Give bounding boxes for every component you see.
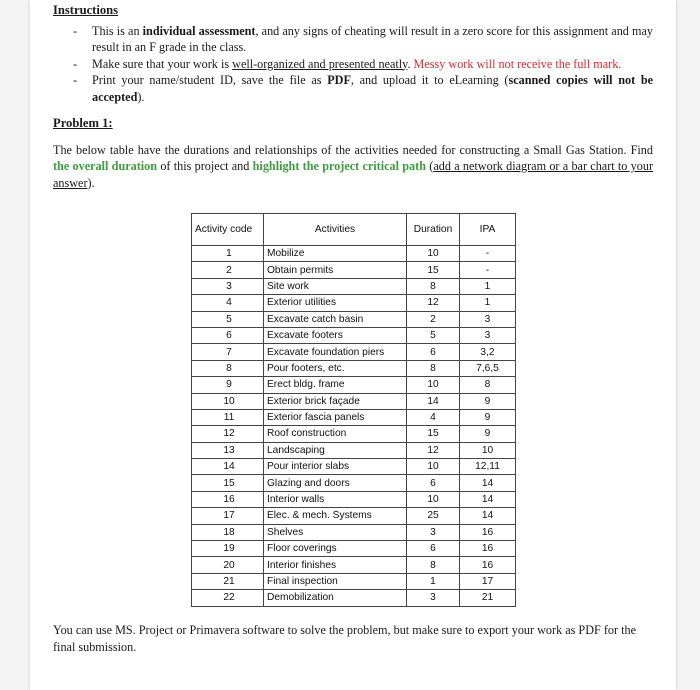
duration-cell: 8	[407, 557, 460, 573]
table-row	[192, 295, 516, 311]
table-row	[192, 377, 516, 393]
text: The below table have the durations and relationships of the activities needed for constructing a Small Gas Station. Find	[53, 142, 653, 157]
activity-code-cell: 14	[192, 459, 264, 475]
duration-cell: 15	[407, 426, 460, 442]
duration-cell: 3	[407, 524, 460, 540]
table-row	[192, 262, 516, 278]
duration-cell: 6	[407, 541, 460, 557]
bold-text: scanned copies will not be accepted	[92, 73, 654, 104]
table-row	[192, 311, 516, 327]
bullet-dash: -	[73, 23, 78, 38]
ipa-cell: 9	[460, 409, 516, 425]
table-row	[192, 557, 516, 573]
ipa-cell: 10	[460, 442, 516, 458]
activity-name-cell: Floor coverings	[264, 541, 407, 557]
duration-cell: 25	[407, 508, 460, 524]
duration-cell: 10	[407, 377, 460, 393]
duration-cell: 8	[407, 278, 460, 294]
document-content	[53, 2, 653, 191]
table-row	[192, 475, 516, 491]
activity-name-cell: Excavate footers	[264, 327, 407, 343]
footer-note: You can use MS. Project or Primavera software to solve the problem, but make sure to export your work as PDF for the final submission.	[53, 623, 636, 654]
text: , and any signs of cheating will result in a zero score for this assignment and may result in an F grade in the class.	[92, 23, 653, 54]
activity-code-cell: 15	[192, 475, 264, 491]
activity-name-cell: Exterior fascia panels	[264, 409, 407, 425]
table-row	[192, 590, 516, 606]
activity-name-cell: Obtain permits	[264, 262, 407, 278]
duration-cell: 10	[407, 491, 460, 507]
duration-cell: 15	[407, 262, 460, 278]
activity-code-cell: 9	[192, 377, 264, 393]
ipa-cell: 12,11	[460, 459, 516, 475]
ipa-cell: -	[460, 246, 516, 262]
table-row	[192, 393, 516, 409]
duration-cell: 2	[407, 311, 460, 327]
table-body	[192, 246, 516, 607]
ipa-cell: 1	[460, 295, 516, 311]
ipa-cell: 14	[460, 491, 516, 507]
table-row	[192, 459, 516, 475]
duration-cell: 5	[407, 327, 460, 343]
activity-name-cell: Excavate foundation piers	[264, 344, 407, 360]
document-page	[30, 0, 676, 690]
activity-code-cell: 7	[192, 344, 264, 360]
red-warning-text: Messy work will not receive the full mark.	[413, 56, 622, 71]
text: , and upload it to eLearning (	[350, 73, 509, 87]
green-highlight-text: the overall duration	[53, 159, 158, 173]
activity-code-cell: 18	[192, 524, 264, 540]
ipa-cell: 16	[460, 524, 516, 540]
instruction-item-1	[53, 23, 653, 56]
activity-name-cell: Erect bldg. frame	[264, 377, 407, 393]
ipa-cell: 8	[460, 377, 516, 393]
instruction-item-3	[53, 72, 653, 105]
activity-code-cell: 5	[192, 311, 264, 327]
table-row	[192, 491, 516, 507]
table-row	[192, 246, 516, 262]
table-row	[192, 524, 516, 540]
activity-name-cell: Demobilization	[264, 590, 407, 606]
text: of this project and	[157, 159, 253, 173]
duration-cell: 6	[407, 344, 460, 360]
activity-code-cell: 2	[192, 262, 264, 278]
ipa-cell: 3,2	[460, 344, 516, 360]
activity-code-cell: 19	[192, 541, 264, 557]
bullet-dash: -	[73, 56, 78, 71]
activity-code-cell: 20	[192, 557, 264, 573]
activity-name-cell: Mobilize	[264, 246, 407, 262]
table-row	[192, 360, 516, 376]
activity-code-cell: 16	[192, 491, 264, 507]
table-row	[192, 278, 516, 294]
activity-code-cell: 4	[192, 295, 264, 311]
underlined-text: well-organized and presented neatly	[232, 56, 408, 71]
activity-code-cell: 3	[192, 278, 264, 294]
ipa-cell: -	[460, 262, 516, 278]
activity-code-cell: 8	[192, 360, 264, 376]
ipa-cell: 3	[460, 327, 516, 343]
duration-cell: 3	[407, 590, 460, 606]
text: ).	[87, 175, 95, 190]
instructions-heading: Instructions	[53, 3, 119, 17]
activity-name-cell: Pour interior slabs	[264, 459, 407, 475]
activity-name-cell: Shelves	[264, 524, 407, 540]
activity-code-cell: 17	[192, 508, 264, 524]
activity-name-cell: Glazing and doors	[264, 475, 407, 491]
activity-code-cell: 10	[192, 393, 264, 409]
underlined-text: add a network diagram or a bar chart to your answer	[53, 159, 654, 190]
table-row	[192, 344, 516, 360]
activity-name-cell: Exterior utilities	[264, 295, 407, 311]
table-row	[192, 409, 516, 425]
table-header-row	[192, 214, 516, 246]
text: Print your name/student ID, save the file as	[92, 73, 328, 87]
duration-cell: 1	[407, 573, 460, 589]
table-row	[192, 508, 516, 524]
activity-name-cell: Site work	[264, 278, 407, 294]
header-ipa: IPA	[460, 214, 516, 246]
instruction-item-2	[53, 56, 653, 73]
duration-cell: 8	[407, 360, 460, 376]
bold-text: PDF	[327, 73, 351, 87]
duration-cell: 12	[407, 442, 460, 458]
header-activity-code: Activity code	[192, 214, 264, 246]
activity-code-cell: 22	[192, 590, 264, 606]
duration-cell: 12	[407, 295, 460, 311]
ipa-cell: 3	[460, 311, 516, 327]
bold-text: individual assessment	[142, 23, 256, 38]
activity-code-cell: 12	[192, 426, 264, 442]
text: ).	[137, 89, 145, 104]
ipa-cell: 1	[460, 278, 516, 294]
table-row	[192, 442, 516, 458]
header-activities: Activities	[264, 214, 407, 246]
text: .	[407, 56, 414, 71]
activity-code-cell: 13	[192, 442, 264, 458]
activity-code-cell: 11	[192, 409, 264, 425]
duration-cell: 6	[407, 475, 460, 491]
table-row	[192, 573, 516, 589]
ipa-cell: 17	[460, 573, 516, 589]
activities-table	[191, 213, 516, 607]
activity-name-cell: Landscaping	[264, 442, 407, 458]
problem-statement	[53, 142, 653, 192]
green-highlight-text: highlight the project critical path	[252, 159, 426, 173]
activity-name-cell: Interior walls	[264, 491, 407, 507]
ipa-cell: 7,6,5	[460, 360, 516, 376]
activity-name-cell: Pour footers, etc.	[264, 360, 407, 376]
activity-code-cell: 21	[192, 573, 264, 589]
duration-cell: 14	[407, 393, 460, 409]
table-row	[192, 426, 516, 442]
ipa-cell: 14	[460, 475, 516, 491]
text: This is an	[92, 23, 143, 38]
activity-name-cell: Roof construction	[264, 426, 407, 442]
ipa-cell: 16	[460, 541, 516, 557]
ipa-cell: 9	[460, 426, 516, 442]
activity-code-cell: 6	[192, 327, 264, 343]
ipa-cell: 14	[460, 508, 516, 524]
problem-heading: Problem 1:	[53, 116, 113, 130]
table-row	[192, 541, 516, 557]
ipa-cell: 16	[460, 557, 516, 573]
text: Make sure that your work is	[92, 56, 233, 71]
activity-name-cell: Excavate catch basin	[264, 311, 407, 327]
duration-cell: 10	[407, 459, 460, 475]
activity-name-cell: Exterior brick façade	[264, 393, 407, 409]
duration-cell: 10	[407, 246, 460, 262]
bullet-dash: -	[73, 73, 78, 87]
text: (	[426, 159, 434, 173]
table-row	[192, 327, 516, 343]
ipa-cell: 21	[460, 590, 516, 606]
instructions-list	[53, 23, 653, 106]
header-duration: Duration	[407, 214, 460, 246]
activity-name-cell: Elec. & mech. Systems	[264, 508, 407, 524]
activity-name-cell: Final inspection	[264, 573, 407, 589]
duration-cell: 4	[407, 409, 460, 425]
activity-code-cell: 1	[192, 246, 264, 262]
activity-name-cell: Interior finishes	[264, 557, 407, 573]
ipa-cell: 9	[460, 393, 516, 409]
